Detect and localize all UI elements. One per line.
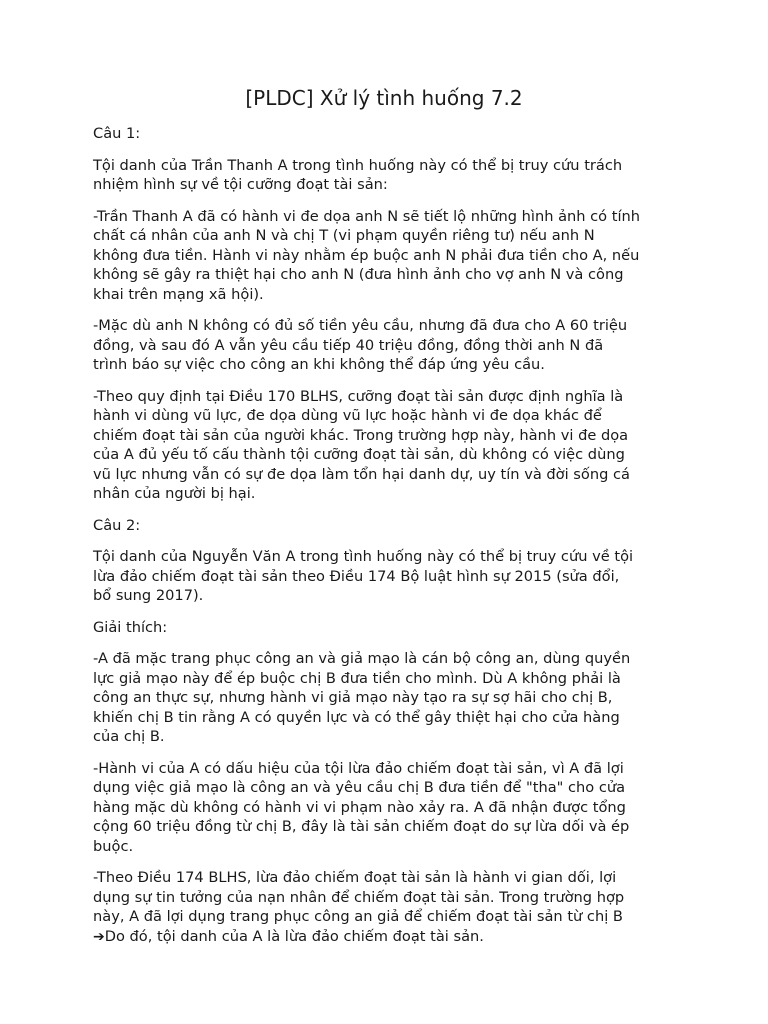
paragraph-cau-2-intro: Tội danh của Nguyễn Văn A trong tình huống này có thể bị truy cứu về tội lừa đảo chiếm đoạt tài sản theo Điều 174 Bộ luật hình sự 2015 (sửa đổi, bổ sung 2017). <box>93 548 634 604</box>
document-title: [PLDC] Xử lý tình huống 7.2 <box>245 86 523 110</box>
paragraph-cau-1-point-3: -Theo quy định tại Điều 170 BLHS, cưỡng đoạt tài sản được định nghĩa là hành vi dùng vũ lực, đe dọa dùng vũ lực hoặc hành vi đe dọa khác để chiếm đoạt tài sản của người khác. Trong trường hợp này, hành vi đe dọa của A đủ yếu tố cấu thành tội cưỡng đoạt tài sản, dù không có việc dùng vũ lực nhưng vẫn có sự đe dọa làm tổn hại danh dự, uy tín và đời sống cá nhân của người bị hại. <box>93 387 630 502</box>
paragraph-cau-2-point-1: -A đã mặc trang phục công an và giả mạo là cán bộ công an, dùng quyền lực giả mạo này để ép buộc chị B đưa tiền cho mình. Dù A không phải là công an thực sự, nhưng hành vi giả mạo này tạo ra sự sợ hãi cho chị B, khiến chị B tin rằng A có quyền lực và có thể gây thiệt hại cho cửa hàng của chị B. <box>93 650 631 745</box>
paragraph-cau-1-point-2: -Mặc dù anh N không có đủ số tiền yêu cầu, nhưng đã đưa cho A 60 triệu đồng, và sau đó A vẫn yêu cầu tiếp 40 triệu đồng, đồng thời anh N đã trình báo sự việc cho công an khi không thể đáp ứng yêu cầu. <box>93 317 628 373</box>
paragraph-cau-1-heading: Câu 1: <box>93 125 141 142</box>
paragraph-cau-1-intro: Tội danh của Trần Thanh A trong tình huống này có thể bị truy cứu trách nhiệm hình sự về tội cưỡng đoạt tài sản: <box>93 156 623 193</box>
paragraph-cau-2-point-2: -Hành vi của A có dấu hiệu của tội lừa đảo chiếm đoạt tài sản, vì A đã lợi dụng việc giả mạo là công an và yêu cầu chị B đưa tiền để "tha" cho cửa hàng mặc dù không có hành vi vi phạm nào xảy ra. A đã nhận được tổng cộng 60 triệu đồng từ chị B, đây là tài sản chiếm đoạt do sự lừa dối và ép buộc. <box>93 759 630 855</box>
paragraph-cau-2-heading: Câu 2: <box>93 516 141 534</box>
conclusion-text: Do đó, tội danh của A là lừa đảo chiếm đoạt tài sản. <box>104 927 484 945</box>
paragraph-explanation-heading: Giải thích: <box>93 618 168 636</box>
paragraph-cau-2-point-3 <box>93 868 680 947</box>
paragraph-cau-1-point-1: -Trần Thanh A đã có hành vi đe dọa anh N sẽ tiết lộ những hình ảnh có tính chất cá nhân của anh N và chị T (vi phạm quyền riêng tư) nếu anh N không đưa tiền. Hành vi này nhằm ép buộc anh N phải đưa tiền cho A, nếu không sẽ gây ra thiệt hại cho anh N (đưa hình ảnh cho vợ anh N và công khai trên mạng xã hội). <box>93 207 641 303</box>
paragraph-cau-2-point-3-text: -Theo Điều 174 BLHS, lừa đảo chiếm đoạt tài sản là hành vi gian dối, lợi dụng sự tin tưởng của nạn nhân để chiếm đoạt tài sản. Trong trường hợp này, A đã lợi dụng trang phục công an giả để chiếm đoạt tài sản từ chị B <box>93 869 625 925</box>
arrow-right-icon: ➔ <box>93 928 105 945</box>
